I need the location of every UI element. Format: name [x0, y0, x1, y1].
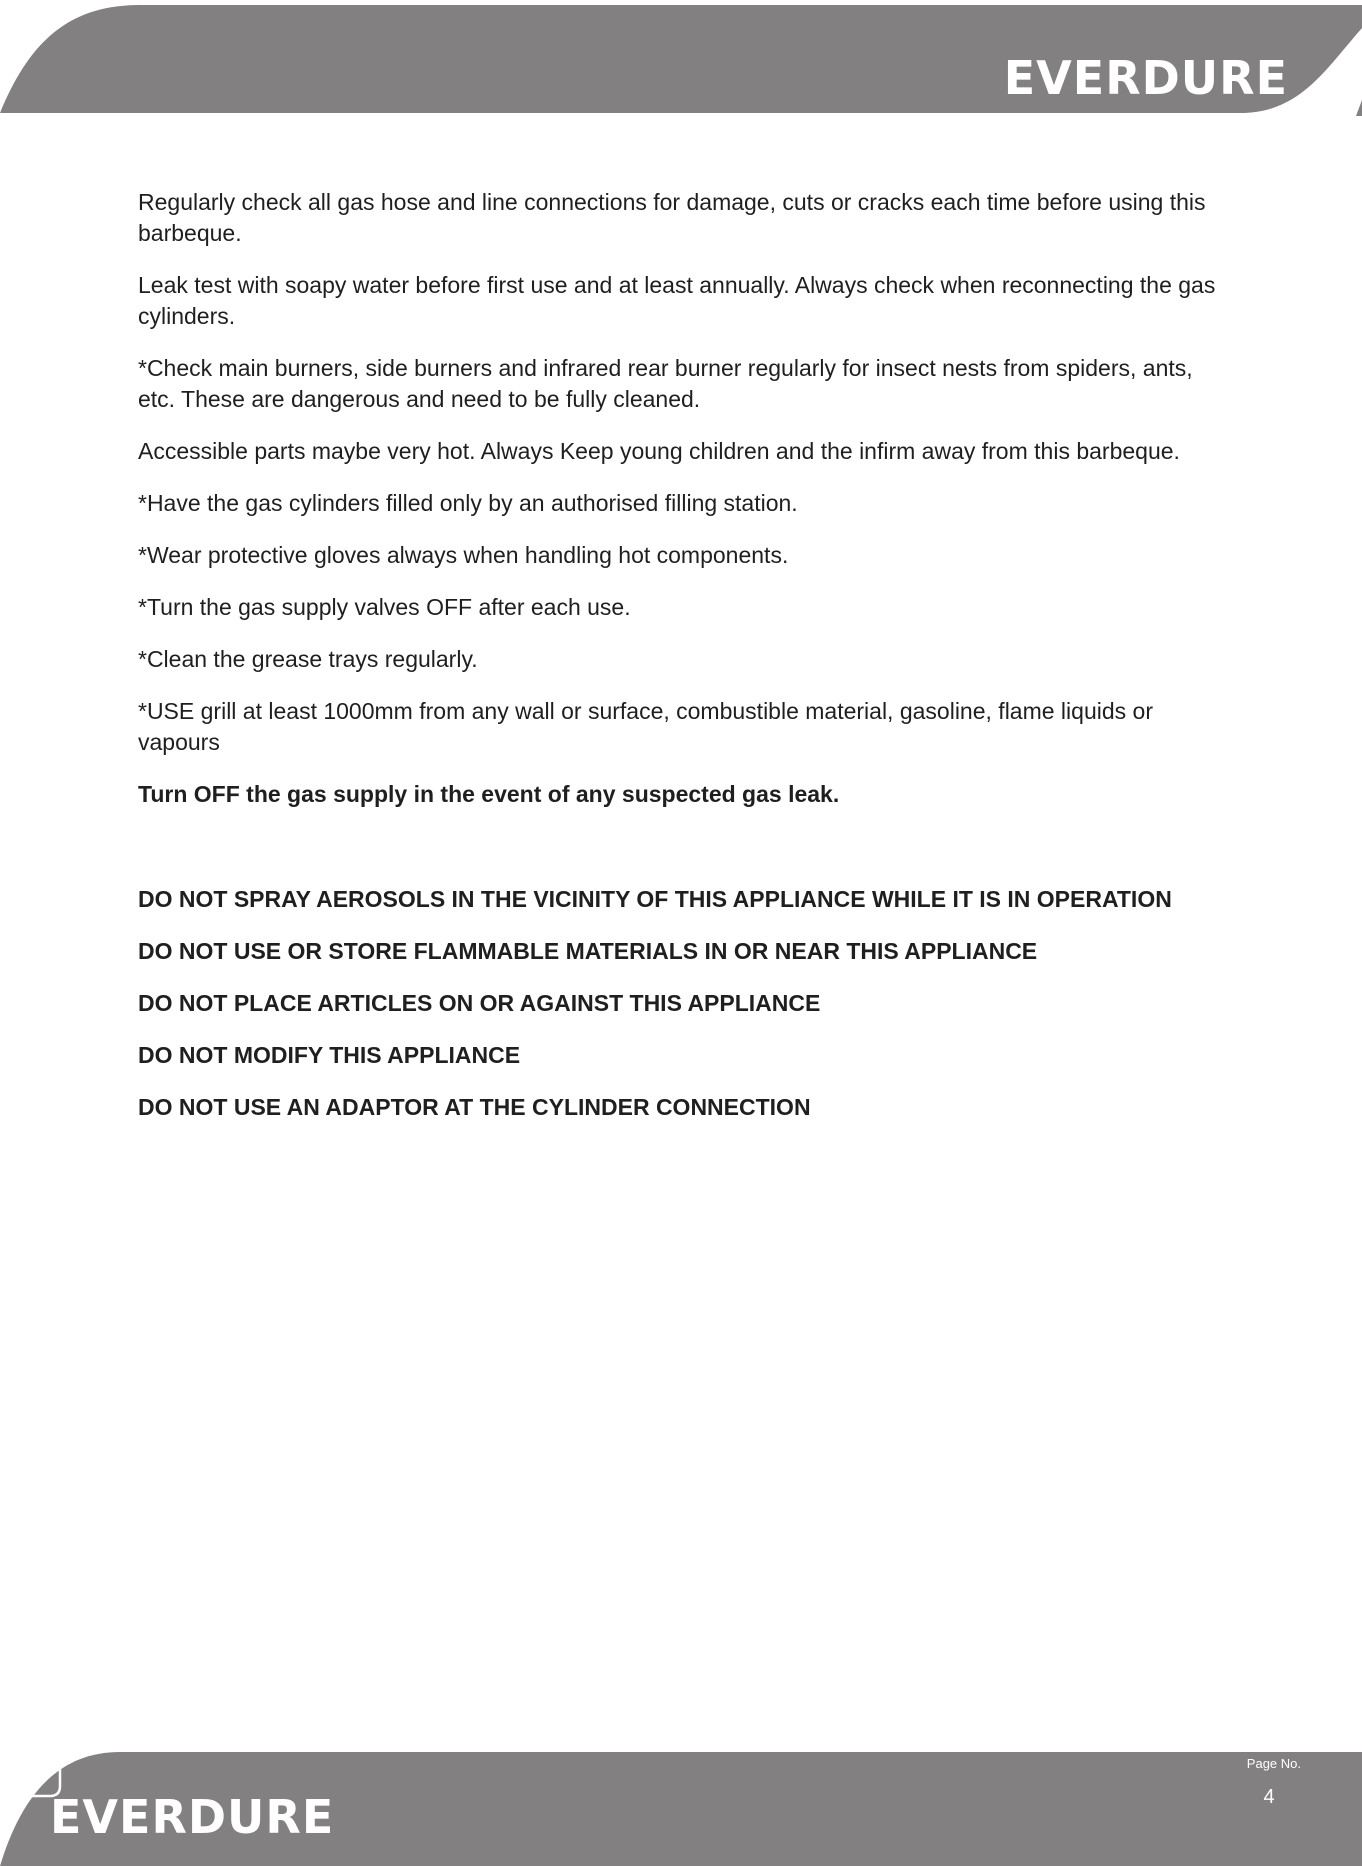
paragraph-gloves: *Wear protective gloves always when handling hot components. — [138, 542, 789, 568]
header-brand-logo: EVERDURE — [1003, 51, 1288, 105]
warning-articles: DO NOT PLACE ARTICLES ON OR AGAINST THIS APPLIANCE — [138, 990, 821, 1016]
page-number-label: Page No. — [1246, 1756, 1301, 1771]
paragraph-valves-off: *Turn the gas supply valves OFF after each use. — [138, 594, 631, 620]
paragraph-grease-trays: *Clean the grease trays regularly. — [138, 646, 478, 672]
paragraph-gas-leak: Turn OFF the gas supply in the event of any suspected gas leak. — [138, 781, 840, 807]
warning-flammable-materials: DO NOT USE OR STORE FLAMMABLE MATERIALS IN OR NEAR THIS APPLIANCE — [138, 938, 1038, 964]
warning-aerosols: DO NOT SPRAY AEROSOLS IN THE VICINITY OF THIS APPLIANCE WHILE IT IS IN OPERATION — [138, 886, 1172, 912]
page-number-frame-icon — [0, 1750, 62, 1798]
header-band — [0, 0, 1362, 116]
paragraph-burner-check: *Check main burners, side burners and infrared rear burner regularly for insect nests from spiders, ants, etc. These are dangerous and need to be fully cleaned. — [138, 355, 1193, 412]
document-body — [138, 187, 1228, 1144]
section-spacer — [138, 831, 1228, 884]
paragraph-hose-check: Regularly check all gas hose and line connections for damage, cuts or cracks each time before using this barbeque. — [138, 189, 1206, 246]
warning-adaptor: DO NOT USE AN ADAPTOR AT THE CYLINDER CONNECTION — [138, 1094, 811, 1120]
paragraph-cylinder-filling: *Have the gas cylinders filled only by an authorised filling station. — [138, 490, 798, 516]
footer-band — [0, 1750, 1362, 1866]
footer-brand-logo: EVERDURE — [50, 1790, 335, 1844]
warning-modify: DO NOT MODIFY THIS APPLIANCE — [138, 1042, 521, 1068]
paragraph-leak-test: Leak test with soapy water before first use and at least annually. Always check when reconnecting the gas cylinders. — [138, 272, 1216, 329]
page-number: 4 — [1263, 1786, 1275, 1808]
paragraph-hot-parts: Accessible parts maybe very hot. Always Keep young children and the infirm away from this barbeque. — [138, 438, 1180, 464]
paragraph-clearance: *USE grill at least 1000mm from any wall or surface, combustible material, gasoline, flame liquids or vapours — [138, 698, 1153, 755]
